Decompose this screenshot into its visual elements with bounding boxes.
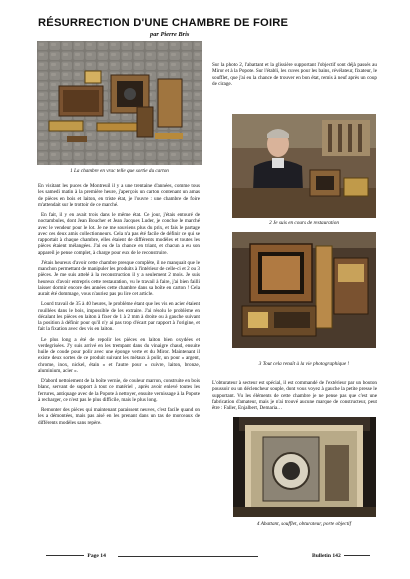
paragraph: D'abord nettoiement de la boîte vernie, de couleur marron, construite en bois blanc, servant de support à tout ce matériel , après avoir enlevé toutes les ferrures, antiquage avec de la Popote à nettoyer, ensuite vernissage à la Popote à recharger, ce n'est pas le plus difficile, mais le plus long.	[38, 378, 200, 403]
footer-rule	[344, 555, 370, 556]
paragraph: En fait, il y en avait trois dans le même état. Ce jour, j'étais entouré de noctambules, dont Jean Boucher et Jean Jacques Luder, je conclue le marché avec le vendeur pour le lot. Je ne me souviens plus du prix, et fais le partage avec ces deux amis collectionneurs. Cela n'a pas été facile de définir ce qui se rapportait à chaque chambre, elles étaient de différents modèles et toutes les pièces étaient mélangées. J'ai eu de la chance en triant, et chacun a eu son appareil je pense complet, à charge pour eux de le reconstruire.	[38, 212, 200, 256]
footer-right	[312, 553, 372, 559]
paragraph: Remonter des pièces qui maintenant paraissent neuves, c'est facile quand on les a démontées, mais pas aisé en les prenant dans un tas de morceaux de différents modèles sans repère.	[38, 407, 200, 426]
footer-left	[44, 553, 106, 559]
caption-photo-4: 4 Abattant, soufflet, obturateur, porte objectif	[256, 521, 352, 527]
photo-2-illustration	[232, 114, 376, 218]
paragraph: Le plus long a été de repolir les pièces en laiton bien oxydées et verdegrisées. J'y suis arrivé en les trempant dans du vinaigre chaud, ensuite huile de coude pour polir avec une éponge verte et du Miror. Maintenant il existe deux sortes de ce produit suivant les métaux à polir, un pour « argent, chrome, inox, nickel, étain » et l'autre pour « cuivre, laiton, bronze, aluminium, acier ».	[38, 336, 200, 374]
paragraph: Lourd travail de 35 à 40 heures, le problème étant que les vis en acier étaient rouillées dans le bois, impossible de les extraire. J'ai résolu le problème en décalant les pièces en laiton à fixer de 1 à 2 mm à droite ou à gauche suivant la position à définir pour qu'il n'y ai pas trop d'écart par rapport à l'origine, et fait la fixation avec des vis en laiton.	[38, 301, 200, 333]
article-author: par Pierre Bris	[150, 31, 190, 38]
page-number: Page 14	[87, 553, 106, 559]
paragraph: Sur la photo 2, l'abattant et la glissière supportant l'objectif sont déjà passés au Miror et à la Popote. Sur l'établi, les cuves pour les bains, révélateur, fixateur, le soufflet, que j'ai eu la chance de trouver en bon état, remis à neuf après un coup de cirage.	[212, 62, 377, 87]
photo-3-restored-chamber	[232, 232, 376, 348]
photo-2-workshop	[232, 114, 376, 218]
bulletin-number: Bulletin 142	[312, 553, 341, 559]
photo-1-parts-pile	[37, 41, 202, 165]
caption-photo-2: 2 Je suis en cours de restauration	[269, 220, 339, 226]
photo-1-illustration	[37, 41, 202, 165]
article-title: RÉSURRECTION D'UNE CHAMBRE DE FOIRE	[38, 17, 289, 29]
caption-photo-3: 3 Tout cela renaît à la vie photographique !	[258, 361, 350, 367]
photo-4-illustration	[233, 417, 376, 517]
footer-rule	[46, 555, 84, 556]
right-column-mid-text	[212, 380, 377, 415]
paragraph: En visitant les puces de Montreuil il y a une trentaine d'années, comme tous les samedi matin à la première heure, j'aperçois un carton contenant un amas de pièces en bois et laiton, en triste état, je l'ouvre : une chambre de foire m'attendait sur le trottoir de ce marché.	[38, 183, 200, 208]
footer-rule-middle	[118, 556, 258, 557]
paragraph: J'étais heureux d'avoir cette chambre presque complète, il ne manquait que le manchon permettant de manipuler les produits à l'intérieur de celle-ci et 2 ou 3 pièces. Je me suis attelé à la reconstruction il y a seulement 2 mois. Je suis heureux d'avoir entrepris cette restauration, vu le travail à faire, j'ai bien failli laisser dormir encore des années cette chambre dans sa boîte en carton ! Cela aurait été dommage, vous n'auriez pas pu lire cet article.	[38, 259, 200, 297]
left-column-text	[38, 183, 200, 430]
photo-4-shutter	[233, 417, 376, 517]
photo-3-illustration	[232, 232, 376, 348]
paragraph: L'obturateur à secteur est spécial, il est commandé de l'extérieur par un bouton poussoir ou un déclencheur souple, dont vous voyez à gauche la petite presse le supportant. Vu les éléments de cette chambre je ne pense pas que c'est une fabrication d'amateur, mais je n'ai trouvé aucune marque de constructeur, peut être : Faller, Enjalbert, Demaria…	[212, 380, 377, 411]
caption-photo-1: 1 La chambre en vrac telle que sortie du carton	[70, 168, 169, 174]
right-column-top-text	[212, 62, 377, 91]
